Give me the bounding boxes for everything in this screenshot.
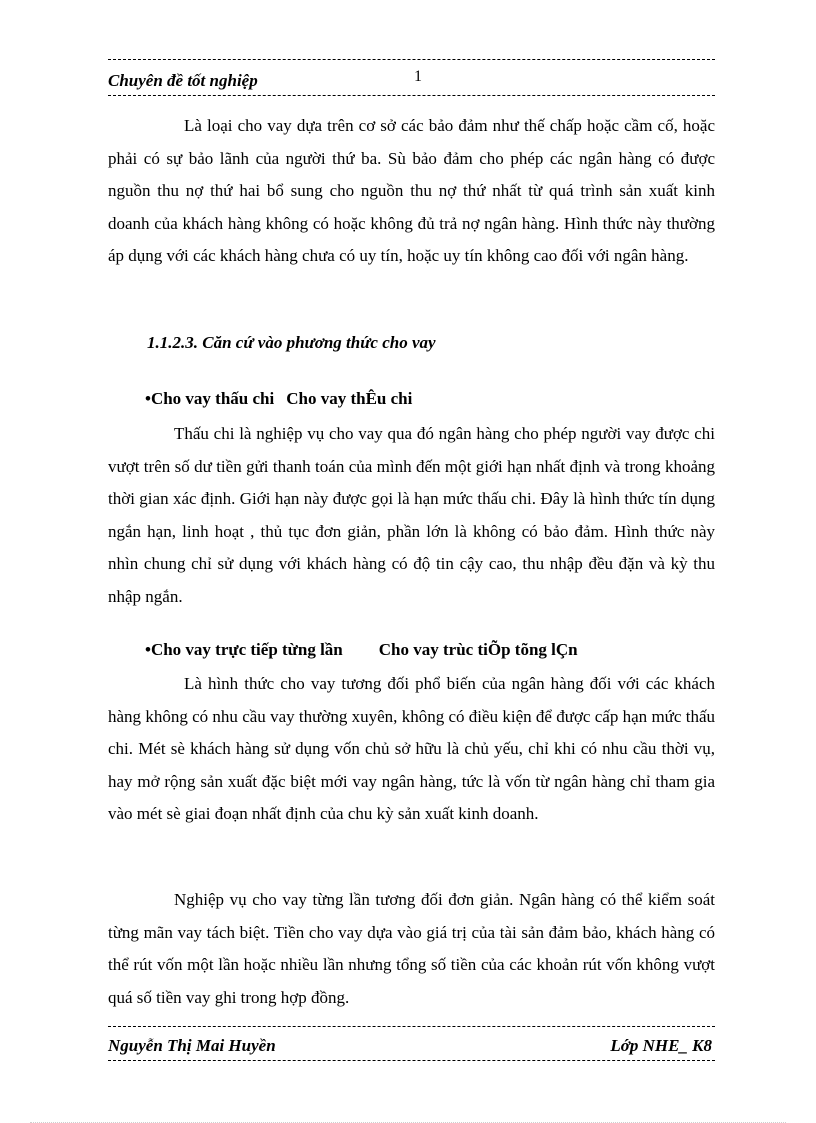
header-bottom-rule	[108, 95, 715, 96]
paragraph-loan-process: Nghiệp vụ cho vay từng lần tương đối đơn giản. Ngân hàng có thể kiểm soát từng mãn vay tách biệt. Tiền cho vay dựa vào giá trị của tài sản đảm bảo, khách hàng có thể rút vốn một lần hoặc nhiều lần nhưng tổng số tiền của các khoản rút vốn không vượt quá số tiền vay ghi trong hợp đồng.	[108, 890, 715, 1007]
footer-class: Lớp NHE_ K8	[610, 1036, 712, 1055]
paragraph-secured-loan: Là loại cho vay dựa trên cơ sở các bảo đảm như thế chấp hoặc cầm cố, hoặc phải có sự bảo lãnh của người thứ ba. Sù bảo đảm cho phép các ngân hàng có được nguồn thu nợ thứ hai bổ sung cho nguồn thu nợ thứ nhất từ quá trình sản xuất kinh doanh của khách hàng không có hoặc không đủ trả nợ ngân hàng. Hình thức này thường áp dụng với các khách hàng chưa có uy tín, hoặc uy tín không cao đối với ngân hàng.	[108, 116, 715, 265]
footer-bottom-rule	[108, 1060, 715, 1061]
section-heading: 1.1.2.3. Căn cứ vào phương thức cho vay	[147, 333, 436, 352]
bullet-heading-overdraft-alt: Cho vay thÊu chi	[286, 389, 413, 408]
bullet-heading-direct-loan-main: •Cho vay trực tiếp từng lần	[145, 640, 343, 659]
paragraph-overdraft: Thấu chi là nghiệp vụ cho vay qua đó ngân hàng cho phép người vay được chi vượt trên số dư tiền gửi thanh toán của mình đến một giới hạn nhất định và trong khoảng thời gian xác định. Giới hạn này được gọi là hạn mức thấu chi. Đây là hình thức tín dụng ngắn hạn, linh hoạt , thủ tục đơn giản, phần lớn là không có bảo đảm. Hình thức này nhìn chung chỉ sử dụng với khách hàng có độ tin cậy cao, thu nhập đều đặn và kỳ thu nhập ngắn.	[108, 424, 715, 606]
bullet-heading-overdraft-main: •Cho vay thấu chi	[145, 389, 275, 408]
header-top-rule	[108, 59, 715, 60]
bullet-heading-direct-loan	[145, 640, 578, 660]
header-title: Chuyên đề tốt nghiệp	[108, 71, 258, 90]
bullet-heading-overdraft	[145, 389, 412, 409]
paragraph-direct-loan: Là hình thức cho vay tương đối phổ biến của ngân hàng đối với các khách hàng không có nhu cầu vay thường xuyên, không có điều kiện để được cấp hạn mức thấu chi. Mét sè khách hàng sử dụng vốn chủ sở hữu là chủ yếu, chỉ khi có nhu cầu thời vụ, hay mở rộng sản xuất đặc biệt mới vay ngân hàng, tức là vốn từ ngân hàng chỉ tham gia vào mét sè giai đoạn nhất định của chu kỳ sản xuất kinh doanh.	[108, 674, 715, 823]
page-number: 1	[414, 68, 422, 85]
footer-top-rule	[108, 1026, 715, 1027]
footer-author: Nguyễn Thị Mai Huyền	[108, 1036, 276, 1055]
bullet-heading-direct-loan-alt: Cho vay trùc tiÕp tõng lÇn	[378, 640, 578, 659]
